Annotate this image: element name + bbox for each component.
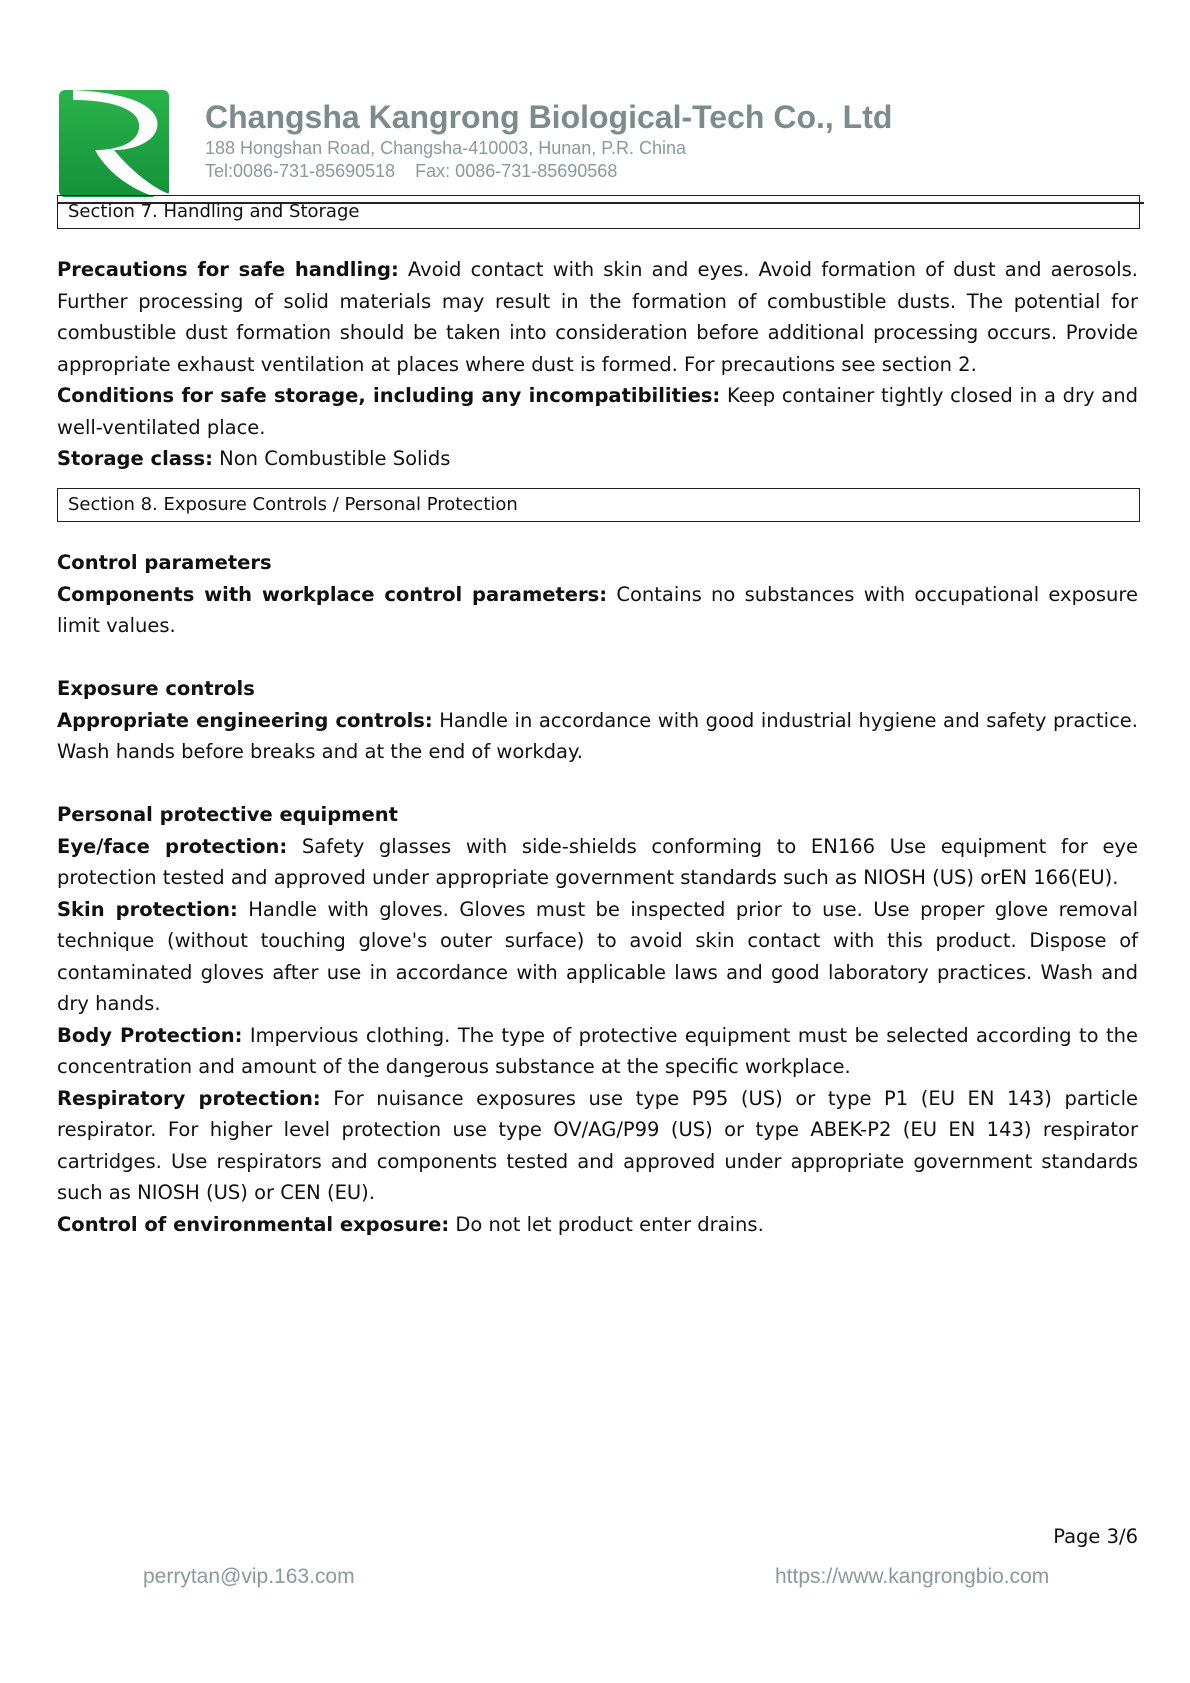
engineering-paragraph: [57, 705, 1138, 768]
engineering-text: Handle in accordance with good industrial hygiene and safety practice. Wash hands before breaks and at the end of workday.: [57, 708, 1138, 763]
storage-label: Conditions for safe storage, including any incompatibilities:: [57, 384, 721, 407]
exposure-controls-heading: [57, 673, 1138, 705]
page-number: Page 3/6: [1053, 1525, 1138, 1548]
storage-class-label: Storage class:: [57, 447, 213, 470]
components-text: Contains no substances with occupational exposure limit values.: [57, 582, 1138, 637]
company-tel: Tel:0086-731-85690518: [205, 161, 396, 181]
components-label: Components with workplace control parameters:: [57, 582, 608, 606]
components-paragraph: [57, 579, 1138, 642]
skin-protection-paragraph: [57, 894, 1138, 1020]
company-name: Changsha Kangrong Biological-Tech Co., Ltd: [205, 99, 893, 135]
storage-text: Keep container tightly closed in a dry and well-ventilated place.: [57, 384, 1138, 439]
precautions-paragraph: [57, 254, 1138, 380]
eye-protection-text: Safety glasses with side-shields conforming to EN166 Use equipment for eye protection tested and approved under appropriate government standards such as NIOSH (US) orEN 166(EU).: [57, 834, 1138, 889]
skin-protection-text: Handle with gloves. Gloves must be inspected prior to use. Use proper glove removal technique (without touching glove's outer surface) to avoid skin contact with this product. Dispose of contaminated gloves after use in accordance with applicable laws and good laboratory practices. Wash and dry hands.: [57, 897, 1138, 1015]
control-parameters-heading-text: Control parameters: [57, 551, 272, 574]
respiratory-protection-text: For nuisance exposures use type P95 (US) or type P1 (EU EN 143) particle respirator. For higher level protection use type OV/AG/P99 (US) or type ABEK-P2 (EU EN 143) respirator cartridges. Use respirators and components tested and approved under appropriate government standards such as NIOSH (US) or CEN (EU).: [57, 1086, 1138, 1204]
control-parameters-heading: [57, 547, 1138, 579]
engineering-label: Appropriate engineering controls:: [57, 708, 433, 732]
precautions-text: Avoid contact with skin and eyes. Avoid formation of dust and aerosols. Further processing of solid materials may result in the formation of combustible dusts. The potential for combustible dust formation should be taken into consideration before additional processing occurs. Provide appropriate exhaust ventilation at places where dust is formed. For precautions see section 2.: [57, 258, 1138, 376]
body-protection-label: Body Protection:: [57, 1023, 243, 1047]
section7-body: [57, 254, 1138, 475]
company-logo-icon: [59, 90, 169, 197]
company-address: 188 Hongshan Road, Changsha-410003, Hunan, P.R. China: [205, 138, 687, 158]
company-contact: [205, 162, 617, 182]
storage-class-paragraph: [57, 443, 1138, 475]
body-protection-paragraph: [57, 1020, 1138, 1083]
storage-paragraph: [57, 380, 1138, 443]
respiratory-protection-paragraph: [57, 1083, 1138, 1209]
precautions-label: Precautions for safe handling:: [57, 258, 399, 281]
spacer: [57, 642, 1138, 674]
storage-class-text: Non Combustible Solids: [212, 447, 451, 470]
body-protection-text: Impervious clothing. The type of protective equipment must be selected according to the concentration and amount of the dangerous substance at the specific workplace.: [57, 1023, 1138, 1078]
environmental-exposure-paragraph: [57, 1209, 1138, 1241]
section8-title: Section 8. Exposure Controls / Personal Protection: [57, 488, 1140, 522]
company-fax: Fax: 0086-731-85690568: [415, 161, 618, 181]
spacer: [57, 768, 1138, 800]
eye-protection-paragraph: [57, 831, 1138, 894]
footer-email-link[interactable]: perrytan@vip.163.com: [143, 1565, 355, 1588]
ppe-heading-text: Personal protective equipment: [57, 803, 398, 826]
respiratory-protection-label: Respiratory protection:: [57, 1086, 321, 1110]
skin-protection-label: Skin protection:: [57, 897, 238, 921]
eye-protection-label: Eye/face protection:: [57, 834, 288, 858]
footer-website-link[interactable]: https://www.kangrongbio.com: [775, 1565, 1050, 1588]
page-header: [0, 0, 1190, 205]
environmental-exposure-label: Control of environmental exposure:: [57, 1212, 450, 1236]
section7-title: Section 7. Handling and Storage: [57, 195, 1140, 229]
section8-body: [57, 547, 1138, 1240]
ppe-heading: [57, 799, 1138, 831]
exposure-controls-heading-text: Exposure controls: [57, 677, 255, 700]
environmental-exposure-text: Do not let product enter drains.: [449, 1212, 764, 1236]
